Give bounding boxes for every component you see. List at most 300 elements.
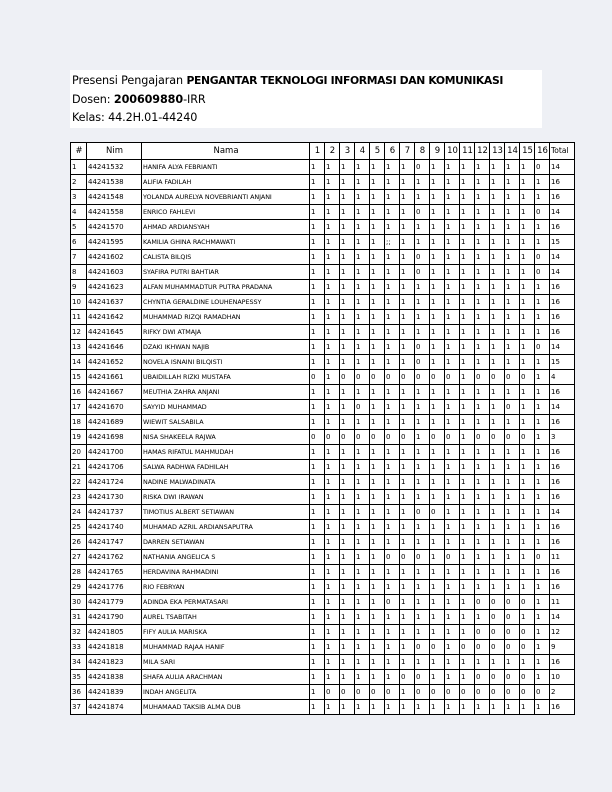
attendance-cell: 1 [475, 610, 490, 625]
attendance-cell: 1 [520, 220, 535, 235]
table-row [71, 355, 575, 370]
dosen-suffix: -IRR [183, 93, 206, 106]
attendance-cell: 1 [340, 505, 355, 520]
attendance-cell: 1 [490, 235, 505, 250]
attendance-cell: 1 [460, 385, 475, 400]
attendance-cell: 1 [520, 355, 535, 370]
attendance-cell: 1 [535, 220, 550, 235]
row-number: 36 [71, 685, 87, 700]
row-number: 14 [71, 355, 87, 370]
attendance-cell: 0 [415, 355, 430, 370]
attendance-total: 16 [550, 655, 575, 670]
student-name: MUHAMMAD RIZQI RAMADHAN [142, 310, 310, 325]
attendance-cell: 1 [445, 475, 460, 490]
attendance-cell: 1 [355, 655, 370, 670]
attendance-total: 14 [550, 505, 575, 520]
col-header-meeting: 8 [415, 143, 430, 160]
attendance-cell: 1 [385, 700, 400, 715]
attendance-cell: 1 [445, 265, 460, 280]
attendance-cell: 1 [535, 640, 550, 655]
attendance-cell: 1 [430, 445, 445, 460]
course-name: PENGANTAR TEKNOLOGI INFORMASI DAN KOMUNIKASI [186, 74, 504, 87]
attendance-cell: 1 [445, 625, 460, 640]
attendance-cell: 0 [310, 430, 325, 445]
attendance-cell: 1 [325, 640, 340, 655]
row-number: 19 [71, 430, 87, 445]
attendance-cell: 1 [535, 385, 550, 400]
attendance-cell: 1 [445, 700, 460, 715]
student-nim: 44241532 [87, 160, 142, 175]
col-header-meeting: 13 [490, 143, 505, 160]
attendance-cell: 0 [385, 550, 400, 565]
attendance-cell: 1 [385, 490, 400, 505]
attendance-cell: 0 [400, 370, 415, 385]
table-row [71, 655, 575, 670]
attendance-cell: 1 [460, 295, 475, 310]
attendance-cell: 1 [490, 550, 505, 565]
attendance-cell: 1 [520, 190, 535, 205]
attendance-cell: 1 [505, 340, 520, 355]
attendance-cell: 0 [535, 265, 550, 280]
table-row [71, 190, 575, 205]
attendance-cell: 0 [355, 685, 370, 700]
attendance-cell: 1 [370, 700, 385, 715]
attendance-cell: 1 [505, 550, 520, 565]
attendance-cell: 1 [430, 295, 445, 310]
attendance-cell: 1 [475, 205, 490, 220]
attendance-cell: 1 [460, 220, 475, 235]
attendance-cell: 1 [310, 400, 325, 415]
attendance-cell: 1 [415, 415, 430, 430]
attendance-cell: 1 [475, 265, 490, 280]
attendance-cell: 1 [475, 310, 490, 325]
table-row [71, 490, 575, 505]
table-row [71, 340, 575, 355]
attendance-total: 16 [550, 175, 575, 190]
table-row [71, 700, 575, 715]
attendance-cell: 1 [535, 400, 550, 415]
attendance-total: 16 [550, 520, 575, 535]
attendance-cell: 1 [370, 490, 385, 505]
attendance-total: 14 [550, 265, 575, 280]
attendance-cell: 1 [325, 220, 340, 235]
attendance-total: 16 [550, 190, 575, 205]
attendance-cell: 1 [355, 565, 370, 580]
attendance-cell: 1 [460, 655, 475, 670]
attendance-cell: 1 [430, 160, 445, 175]
attendance-cell: 0 [490, 670, 505, 685]
attendance-cell: 1 [325, 670, 340, 685]
attendance-cell: 1 [325, 160, 340, 175]
attendance-cell: 1 [475, 445, 490, 460]
attendance-cell: 0 [535, 340, 550, 355]
attendance-cell: 1 [430, 250, 445, 265]
attendance-cell: 1 [355, 160, 370, 175]
attendance-cell: 1 [370, 550, 385, 565]
student-name: WIEWIT SALSABILA [142, 415, 310, 430]
attendance-cell: 1 [400, 235, 415, 250]
attendance-cell: 1 [340, 295, 355, 310]
student-nim: 44241623 [87, 280, 142, 295]
attendance-cell: 1 [475, 190, 490, 205]
col-header-meeting: 16 [535, 143, 550, 160]
attendance-cell: 1 [310, 235, 325, 250]
col-header-meeting: 10 [445, 143, 460, 160]
table-row [71, 565, 575, 580]
attendance-cell: 1 [460, 265, 475, 280]
attendance-cell: 1 [520, 550, 535, 565]
attendance-cell: 1 [340, 265, 355, 280]
attendance-cell: 1 [385, 295, 400, 310]
attendance-cell: 1 [520, 655, 535, 670]
attendance-cell: 1 [475, 550, 490, 565]
attendance-cell: 1 [310, 505, 325, 520]
attendance-cell: 1 [490, 220, 505, 235]
attendance-cell: 1 [505, 310, 520, 325]
attendance-cell: 1 [535, 700, 550, 715]
attendance-cell: 1 [355, 265, 370, 280]
attendance-cell: 1 [475, 490, 490, 505]
attendance-cell: 1 [370, 175, 385, 190]
attendance-cell: 1 [505, 220, 520, 235]
attendance-cell: 1 [445, 340, 460, 355]
attendance-cell: 1 [370, 655, 385, 670]
attendance-cell: 0 [415, 550, 430, 565]
attendance-cell: 1 [415, 385, 430, 400]
attendance-cell: 1 [340, 310, 355, 325]
attendance-cell: 1 [475, 220, 490, 235]
attendance-cell: 1 [430, 385, 445, 400]
col-header-meeting: 3 [340, 143, 355, 160]
row-number: 30 [71, 595, 87, 610]
attendance-cell: 1 [475, 520, 490, 535]
student-name: KAMILIA GHINA RACHMAWATI [142, 235, 310, 250]
attendance-cell: 1 [520, 340, 535, 355]
attendance-cell: 1 [520, 475, 535, 490]
student-name: CHYNTIA GERALDINE LOUHENAPESSY [142, 295, 310, 310]
attendance-cell: 1 [340, 490, 355, 505]
attendance-cell: 1 [355, 385, 370, 400]
attendance-cell: 1 [385, 670, 400, 685]
attendance-cell: 1 [445, 355, 460, 370]
attendance-cell: 0 [370, 685, 385, 700]
attendance-cell: 1 [310, 205, 325, 220]
attendance-cell: 1 [460, 400, 475, 415]
attendance-cell: 1 [430, 550, 445, 565]
attendance-total: 15 [550, 235, 575, 250]
attendance-cell: 1 [460, 355, 475, 370]
student-name: TIMOTIUS ALBERT SETIAWAN [142, 505, 310, 520]
attendance-total: 9 [550, 640, 575, 655]
attendance-cell: 0 [355, 430, 370, 445]
attendance-cell: 1 [430, 565, 445, 580]
attendance-cell: 1 [310, 160, 325, 175]
col-header-meeting: 6 [385, 143, 400, 160]
attendance-cell: 1 [430, 490, 445, 505]
attendance-cell: 0 [460, 685, 475, 700]
attendance-cell: 1 [310, 535, 325, 550]
attendance-cell: 1 [310, 685, 325, 700]
attendance-cell: 1 [370, 475, 385, 490]
attendance-cell: 1 [445, 505, 460, 520]
attendance-total: 11 [550, 595, 575, 610]
attendance-cell: 1 [325, 295, 340, 310]
attendance-cell: 1 [430, 625, 445, 640]
attendance-cell: 1 [400, 505, 415, 520]
attendance-cell: 1 [460, 205, 475, 220]
attendance-cell: 1 [430, 670, 445, 685]
attendance-cell: 1 [385, 190, 400, 205]
attendance-total: 10 [550, 670, 575, 685]
attendance-total: 16 [550, 580, 575, 595]
attendance-cell: 1 [415, 490, 430, 505]
student-name: UBAIDILLAH RIZKI MUSTAFA [142, 370, 310, 385]
attendance-cell: 1 [385, 325, 400, 340]
attendance-cell: 1 [430, 340, 445, 355]
attendance-cell: 1 [430, 280, 445, 295]
attendance-cell: 1 [340, 670, 355, 685]
attendance-cell: 1 [325, 400, 340, 415]
table-row [71, 280, 575, 295]
student-nim: 44241779 [87, 595, 142, 610]
student-name: MILA SARI [142, 655, 310, 670]
attendance-cell: 1 [370, 640, 385, 655]
attendance-total: 16 [550, 415, 575, 430]
student-nim: 44241818 [87, 640, 142, 655]
attendance-cell: 1 [415, 310, 430, 325]
row-number: 27 [71, 550, 87, 565]
row-number: 31 [71, 610, 87, 625]
attendance-cell: 1 [505, 490, 520, 505]
table-row [71, 460, 575, 475]
student-name: AHMAD ARDIANSYAH [142, 220, 310, 235]
attendance-cell: 1 [370, 460, 385, 475]
student-nim: 44241747 [87, 535, 142, 550]
attendance-cell: 1 [415, 280, 430, 295]
attendance-cell: 1 [355, 670, 370, 685]
attendance-cell: 1 [310, 595, 325, 610]
attendance-cell: 1 [535, 295, 550, 310]
attendance-cell: 0 [415, 250, 430, 265]
attendance-cell: 0 [520, 595, 535, 610]
row-number: 25 [71, 520, 87, 535]
attendance-cell: 1 [340, 640, 355, 655]
attendance-cell: 0 [505, 610, 520, 625]
attendance-cell: 1 [475, 160, 490, 175]
attendance-cell: 1 [535, 280, 550, 295]
attendance-cell: 1 [310, 175, 325, 190]
attendance-cell: 0 [400, 430, 415, 445]
student-nim: 44241646 [87, 340, 142, 355]
attendance-cell: 1 [490, 565, 505, 580]
attendance-cell: 1 [310, 655, 325, 670]
student-nim: 44241839 [87, 685, 142, 700]
attendance-cell: 1 [370, 295, 385, 310]
attendance-cell: 1 [505, 235, 520, 250]
attendance-cell: 1 [340, 175, 355, 190]
attendance-cell: 1 [415, 610, 430, 625]
attendance-cell: 1 [460, 625, 475, 640]
table-row [71, 370, 575, 385]
kelas-line [72, 111, 197, 125]
attendance-cell: 0 [460, 640, 475, 655]
attendance-cell: 1 [520, 565, 535, 580]
attendance-cell: 1 [400, 415, 415, 430]
attendance-cell: 1 [505, 565, 520, 580]
row-number: 22 [71, 475, 87, 490]
attendance-cell: 1 [310, 640, 325, 655]
attendance-cell: 1 [535, 595, 550, 610]
attendance-cell: 1 [535, 505, 550, 520]
attendance-cell: 1 [415, 655, 430, 670]
attendance-cell: 1 [415, 580, 430, 595]
attendance-cell: 1 [400, 220, 415, 235]
attendance-cell: 1 [520, 505, 535, 520]
row-number: 16 [71, 385, 87, 400]
attendance-cell: 1 [445, 460, 460, 475]
student-name: SALWA RADHWA FADHILAH [142, 460, 310, 475]
table-row [71, 400, 575, 415]
attendance-cell: 0 [490, 370, 505, 385]
attendance-cell: 1 [415, 400, 430, 415]
attendance-cell: 0 [430, 430, 445, 445]
attendance-cell: 0 [535, 205, 550, 220]
attendance-cell: 1 [430, 460, 445, 475]
attendance-cell: 1 [325, 535, 340, 550]
row-number: 28 [71, 565, 87, 580]
attendance-cell: 1 [445, 610, 460, 625]
attendance-total: 16 [550, 535, 575, 550]
attendance-cell: 1 [430, 520, 445, 535]
attendance-cell: 1 [310, 550, 325, 565]
attendance-cell: 1 [385, 520, 400, 535]
attendance-cell: 1 [460, 505, 475, 520]
table-row [71, 640, 575, 655]
attendance-cell: 1 [505, 295, 520, 310]
attendance-cell: 1 [415, 295, 430, 310]
attendance-cell: 1 [535, 175, 550, 190]
attendance-cell: 1 [475, 340, 490, 355]
student-nim: 44241661 [87, 370, 142, 385]
attendance-cell: 1 [520, 310, 535, 325]
attendance-cell: 1 [310, 445, 325, 460]
attendance-cell: 1 [340, 340, 355, 355]
student-name: MUHAMMAD RAJAA HANIF [142, 640, 310, 655]
attendance-cell: 0 [475, 430, 490, 445]
attendance-cell: 1 [385, 310, 400, 325]
attendance-cell: 1 [310, 265, 325, 280]
student-nim: 44241823 [87, 655, 142, 670]
attendance-cell: 1 [340, 520, 355, 535]
attendance-cell: 1 [310, 460, 325, 475]
attendance-cell: 1 [505, 655, 520, 670]
attendance-cell: 1 [340, 400, 355, 415]
attendance-cell: 1 [370, 160, 385, 175]
attendance-cell: 1 [370, 190, 385, 205]
attendance-cell: 1 [430, 595, 445, 610]
attendance-cell: 1 [310, 190, 325, 205]
student-nim: 44241765 [87, 565, 142, 580]
attendance-total: 16 [550, 295, 575, 310]
col-header-total: Total [550, 143, 575, 160]
row-number: 7 [71, 250, 87, 265]
attendance-cell: 1 [475, 475, 490, 490]
attendance-cell: 1 [505, 460, 520, 475]
attendance-cell: 1 [520, 175, 535, 190]
attendance-cell: 1 [385, 505, 400, 520]
attendance-cell: 1 [400, 625, 415, 640]
attendance-cell: 1 [430, 265, 445, 280]
attendance-cell: 0 [490, 610, 505, 625]
student-nim: 44241706 [87, 460, 142, 475]
row-number: 34 [71, 655, 87, 670]
attendance-cell: 1 [325, 415, 340, 430]
attendance-cell: 1 [520, 460, 535, 475]
attendance-cell: 1 [355, 475, 370, 490]
attendance-cell: 1 [505, 325, 520, 340]
row-number: 18 [71, 415, 87, 430]
attendance-total: 14 [550, 340, 575, 355]
attendance-cell: 1 [445, 190, 460, 205]
attendance-cell: 1 [490, 700, 505, 715]
attendance-cell: 1 [355, 640, 370, 655]
attendance-cell: 1 [415, 445, 430, 460]
attendance-cell: 1 [370, 340, 385, 355]
attendance-cell: 1 [490, 325, 505, 340]
attendance-cell: 0 [385, 370, 400, 385]
attendance-cell: 1 [490, 190, 505, 205]
presensi-label: Presensi Pengajaran [72, 74, 187, 87]
attendance-cell: 1 [325, 610, 340, 625]
student-name: YOLANDA AURELYA NOVEBRIANTI ANJANI [142, 190, 310, 205]
attendance-cell: 1 [445, 535, 460, 550]
student-name: INDAH ANGELITA [142, 685, 310, 700]
attendance-cell: 1 [445, 175, 460, 190]
table-row [71, 310, 575, 325]
attendance-total: 12 [550, 625, 575, 640]
col-header-no: # [71, 143, 87, 160]
attendance-cell: 1 [325, 625, 340, 640]
attendance-cell: 1 [430, 700, 445, 715]
attendance-cell: 0 [490, 685, 505, 700]
attendance-cell: 1 [355, 310, 370, 325]
attendance-cell: 1 [340, 235, 355, 250]
attendance-cell: 1 [355, 700, 370, 715]
attendance-cell: 1 [445, 250, 460, 265]
attendance-cell: 1 [475, 415, 490, 430]
table-row [71, 670, 575, 685]
attendance-cell: 1 [505, 445, 520, 460]
attendance-cell: 0 [415, 160, 430, 175]
attendance-cell: 1 [520, 535, 535, 550]
student-name: HANIFA ALYA FEBRIANTI [142, 160, 310, 175]
attendance-cell: 1 [385, 220, 400, 235]
student-nim: 44241698 [87, 430, 142, 445]
attendance-cell: 1 [460, 160, 475, 175]
attendance-cell: 1 [430, 400, 445, 415]
table-row [71, 505, 575, 520]
attendance-cell: 1 [445, 640, 460, 655]
attendance-cell: 1 [400, 265, 415, 280]
attendance-cell: 1 [475, 280, 490, 295]
attendance-cell: 1 [505, 355, 520, 370]
attendance-cell: 1 [475, 325, 490, 340]
attendance-cell: 1 [415, 325, 430, 340]
row-number: 4 [71, 205, 87, 220]
attendance-cell: 1 [520, 280, 535, 295]
attendance-cell: 1 [535, 460, 550, 475]
attendance-cell: 1 [520, 445, 535, 460]
